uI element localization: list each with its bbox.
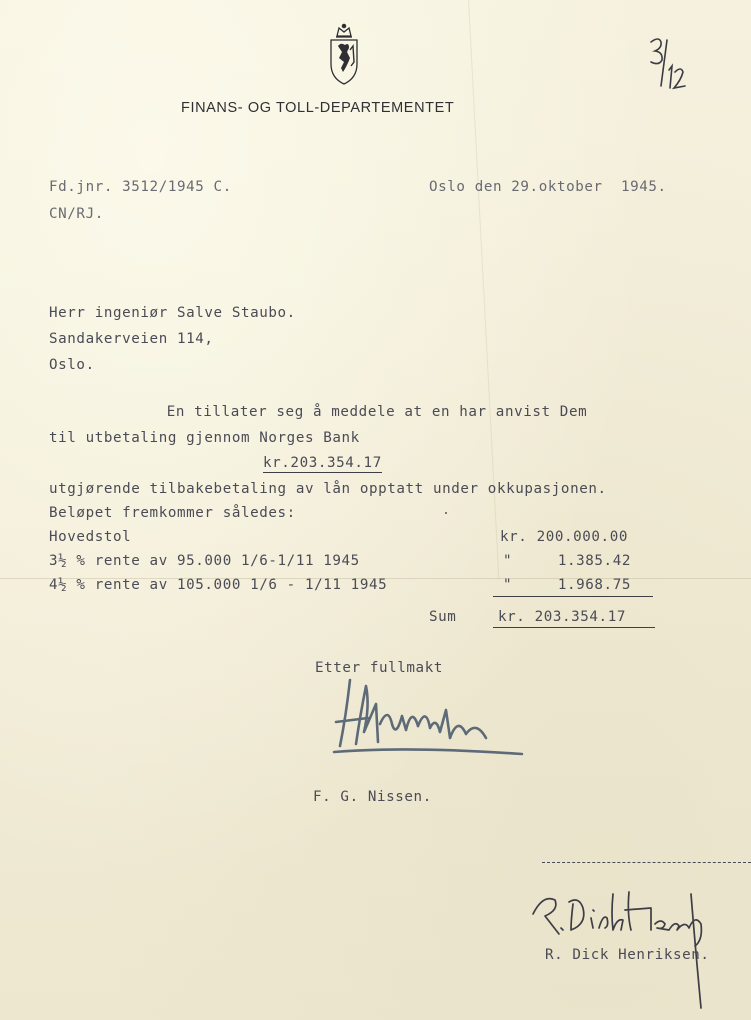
row-principal-label: Hovedstol (49, 529, 132, 545)
journal-number: Fd.jnr. 3512/1945 C. (49, 179, 232, 195)
signer2-name: R. Dick Henriksen. (545, 947, 710, 963)
row-interest-2-amount: " 1.968.75 (503, 577, 631, 593)
body-line-4: Beløpet fremkommer således: (49, 505, 296, 521)
coat-of-arms-icon (325, 22, 363, 86)
row-interest-2-label: 4½ % rente av 105.000 1/6 - 1/11 1945 (49, 577, 388, 593)
signature-dashed-line (542, 862, 751, 863)
recipient-city: Oslo. (49, 357, 95, 373)
subtotal-rule (493, 596, 653, 597)
signer1-name: F. G. Nissen. (313, 789, 432, 805)
sum-rule (493, 627, 655, 628)
row-interest-1-amount: " 1.385.42 (503, 553, 631, 569)
place-and-date: Oslo den 29.oktober 1945. (429, 179, 667, 195)
authority-text: Etter fullmakt (315, 660, 443, 676)
signature-nissen (326, 676, 526, 762)
body-line-2: til utbetaling gjennom Norges Bank (49, 430, 360, 446)
recipient-name: Herr ingeniør Salve Staubo. (49, 305, 296, 321)
sum-amount: kr. 203.354.17 (498, 609, 626, 625)
row-principal-amount: kr. 200.000.00 (500, 529, 628, 545)
initials: CN/RJ. (49, 206, 104, 222)
body-line-1: En tillater seg å meddele at en har anvist Dem (121, 404, 588, 420)
recipient-street: Sandakerveien 114, (49, 331, 214, 347)
page-marker-handwritten (645, 34, 690, 94)
row-interest-1-label: 3½ % rente av 95.000 1/6-1/11 1945 (49, 553, 360, 569)
ink-speck (445, 512, 447, 514)
payment-amount: kr.203.354.17 (263, 455, 382, 471)
body-line-3: utgjørende tilbakebetaling av lån opptatt under okkupasjonen. (49, 481, 607, 497)
sum-label: Sum (429, 609, 457, 625)
department-letterhead: FINANS- OG TOLL-DEPARTEMENTET (181, 100, 455, 116)
